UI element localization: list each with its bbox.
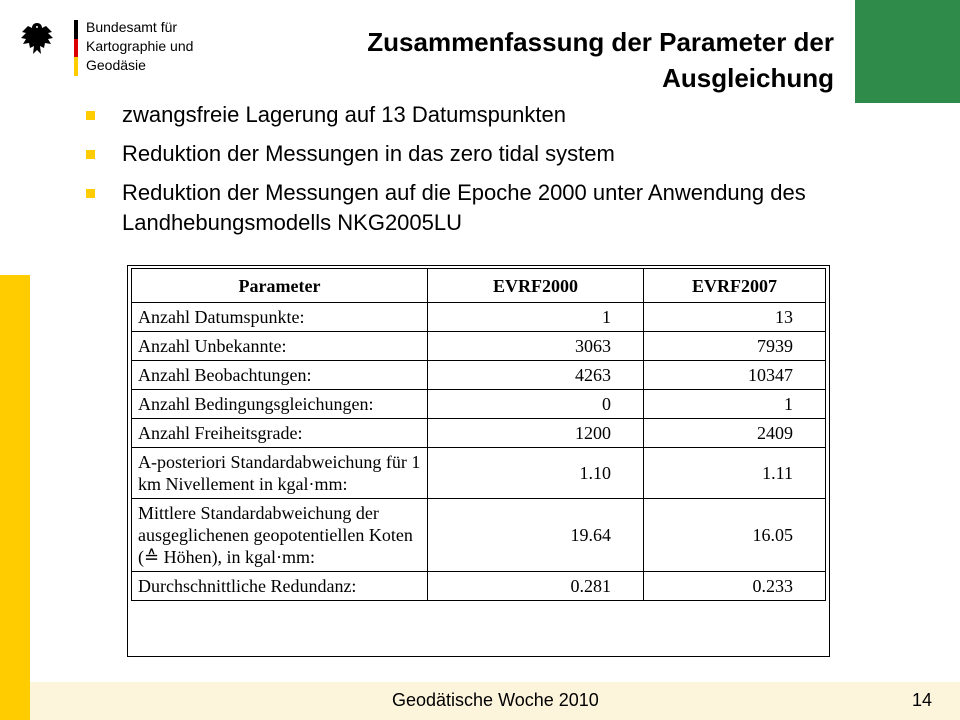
row-label: Durchschnittliche Redundanz: <box>132 572 428 601</box>
bullet-item <box>84 139 844 169</box>
logo-line-2: Kartographie und Geodäsie <box>86 38 194 73</box>
bullet-square-icon <box>86 111 95 120</box>
row-label: Anzahl Datumspunkte: <box>132 303 428 332</box>
value-evrf2007: 7939 <box>644 332 826 361</box>
row-label: Anzahl Freiheitsgrade: <box>132 419 428 448</box>
value-evrf2000: 1200 <box>428 419 644 448</box>
value-evrf2000: 1 <box>428 303 644 332</box>
table-row <box>132 499 826 572</box>
table-row <box>132 303 826 332</box>
header-parameter: Parameter <box>132 269 428 303</box>
row-label: Anzahl Beobachtungen: <box>132 361 428 390</box>
row-label: Mittlere Standardabweichung der ausgeglichenen geopotentiellen Koten (≙ Höhen), in kgal·mm: <box>132 499 428 572</box>
header-evrf2007: EVRF2007 <box>644 269 826 303</box>
value-evrf2007: 10347 <box>644 361 826 390</box>
value-evrf2000: 4263 <box>428 361 644 390</box>
table-row <box>132 390 826 419</box>
logo-line-1: Bundesamt für <box>86 19 178 35</box>
bullet-list <box>84 100 844 247</box>
german-flag-stripe <box>74 20 78 76</box>
yellow-side-bar <box>0 275 30 720</box>
bullet-item <box>84 178 844 238</box>
federal-eagle-icon <box>18 20 56 60</box>
bkg-logo <box>14 14 234 74</box>
row-label: Anzahl Unbekannte: <box>132 332 428 361</box>
value-evrf2000: 0 <box>428 390 644 419</box>
table-row <box>132 419 826 448</box>
header-evrf2000: EVRF2000 <box>428 269 644 303</box>
logo-text <box>86 18 234 75</box>
page-number: 14 <box>912 690 933 710</box>
bullet-square-icon <box>86 150 95 159</box>
table-row <box>132 448 826 499</box>
value-evrf2007: 0.233 <box>644 572 826 601</box>
bullet-text: Reduktion der Messungen auf die Epoche 2000 unter Anwendung des Landhebungsmodells NKG2005LU <box>122 180 806 235</box>
table-header-row <box>132 269 826 303</box>
row-label: A-posteriori Standardabweichung für 1 km Nivellement in kgal·mm: <box>132 448 428 499</box>
slide-title: Zusammenfassung der Parameter der Ausgleichung <box>367 27 834 93</box>
value-evrf2000: 3063 <box>428 332 644 361</box>
table-row <box>132 572 826 601</box>
bullet-text: Reduktion der Messungen in das zero tidal system <box>122 141 615 166</box>
bullet-square-icon <box>86 189 95 198</box>
value-evrf2000: 0.281 <box>428 572 644 601</box>
bullet-item <box>84 100 844 130</box>
value-evrf2007: 1 <box>644 390 826 419</box>
value-evrf2000: 19.64 <box>428 499 644 572</box>
table-row <box>132 361 826 390</box>
bullet-text: zwangsfreie Lagerung auf 13 Datumspunkten <box>122 102 566 127</box>
value-evrf2007: 1.11 <box>644 448 826 499</box>
green-corner-block <box>855 0 960 103</box>
value-evrf2007: 13 <box>644 303 826 332</box>
value-evrf2007: 16.05 <box>644 499 826 572</box>
value-evrf2007: 2409 <box>644 419 826 448</box>
row-label: Anzahl Bedingungsgleichungen: <box>132 390 428 419</box>
parameter-table <box>131 268 826 601</box>
table-row <box>132 332 826 361</box>
value-evrf2000: 1.10 <box>428 448 644 499</box>
footer-text: Geodätische Woche 2010 <box>392 690 599 710</box>
